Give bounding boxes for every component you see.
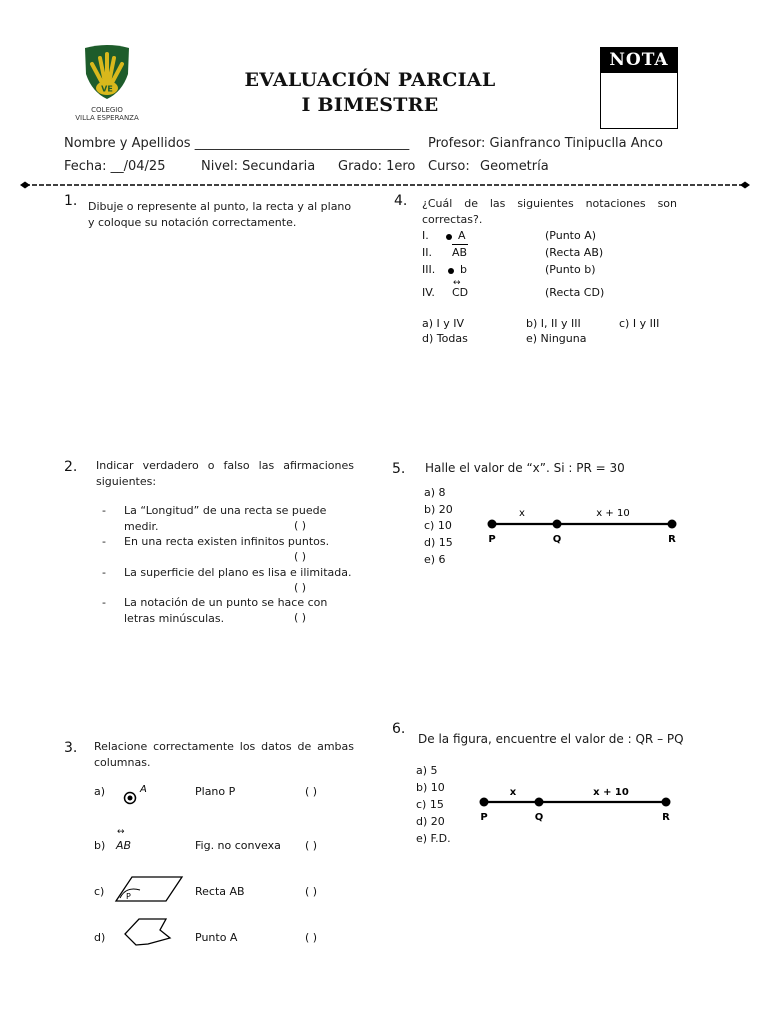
q2-text: Indicar verdadero o falso las afirmaciones siguientes: (96, 459, 354, 488)
point-p-dot (480, 798, 489, 807)
q4-option-a[interactable]: a) I y IV (422, 317, 465, 330)
q3-text: Relacione correctamente los datos de ambas columnas. (94, 740, 354, 769)
nota-box (600, 47, 678, 129)
dot-icon (446, 234, 452, 240)
q2-bullet: - (102, 535, 106, 548)
svg-text:VE: VE (101, 84, 113, 94)
q1-text: Dibuje o represente al punto, la recta y al plano y coloque su notación correctamente. (88, 200, 352, 229)
q5-seg-left: x (519, 508, 525, 519)
q6-point-q: Q (534, 812, 544, 823)
header-divider (20, 180, 750, 190)
q2-paren-3[interactable]: ( ) (294, 581, 307, 594)
q5-option-a[interactable]: a) 8 (424, 486, 446, 499)
q4-notation-3: b (460, 263, 467, 276)
logo-line1: COLEGIO (91, 106, 123, 114)
q5-point-r: R (668, 534, 676, 545)
q4-roman-2: II. (422, 246, 432, 259)
q6-option-e[interactable]: e) F.D. (416, 832, 451, 845)
q4-number: 4. (394, 193, 408, 209)
nota-label: NOTA (601, 48, 677, 73)
point-p-dot (488, 520, 497, 529)
q2-bullet: - (102, 504, 106, 517)
q2-paren-1[interactable]: ( ) (294, 519, 307, 532)
q4-option-b[interactable]: b) I, II y III (526, 317, 581, 330)
point-r-dot (662, 798, 671, 807)
course-value: Geometría (480, 159, 549, 174)
q6-option-c[interactable]: c) 15 (416, 798, 444, 811)
q3-right-a: Plano P (195, 785, 236, 798)
q5-point-q: Q (552, 534, 562, 545)
q6-point-p: P (480, 812, 488, 823)
q5-option-e[interactable]: e) 6 (424, 553, 446, 566)
q6-option-b[interactable]: b) 10 (416, 781, 445, 794)
q4-desc-4: (Recta CD) (545, 286, 605, 299)
svg-text:A: A (140, 784, 147, 795)
q6-option-a[interactable]: a) 5 (416, 764, 438, 777)
point-q-dot (553, 520, 562, 529)
q3-figure-b: AB (116, 839, 132, 852)
level-label: Nivel: Secundaria (201, 159, 316, 174)
q4-item-4 (422, 278, 682, 301)
q4-option-c[interactable]: c) I y III (619, 317, 660, 330)
q3-label-b: b) (94, 839, 106, 852)
school-logo (62, 44, 152, 122)
q6-point-r: R (662, 812, 670, 823)
q5-option-c[interactable]: c) 10 (424, 519, 452, 532)
title-line2: I BIMESTRE (301, 94, 439, 116)
point-a-figure (118, 780, 158, 808)
q4-desc-2: (Recta AB) (545, 246, 604, 259)
q2-statement-2: En una recta existen infinitos puntos. (124, 535, 330, 548)
q4-roman-3: III. (422, 263, 436, 276)
q2-paren-4[interactable]: ( ) (294, 611, 307, 624)
nonconvex-figure (120, 916, 172, 950)
q3-paren-b[interactable]: ( ) (305, 839, 318, 852)
q3-paren-a[interactable]: ( ) (305, 785, 318, 798)
q4-text: ¿Cuál de las siguientes notaciones son correctas?. (422, 197, 677, 226)
grade-label: Grado: 1ero (338, 159, 416, 174)
q4-item-2 (422, 245, 682, 261)
q2-bullet: - (102, 566, 106, 579)
q4-roman-1: I. (422, 229, 429, 242)
dot-icon (448, 268, 454, 274)
q4-item-3 (422, 262, 682, 278)
q2-statement-4: La notación de un punto se hace con letras minúsculas. (124, 596, 328, 625)
q5-text: Halle el valor de “x”. Si : PR = 30 (425, 461, 625, 475)
q4-notation-2: AB (452, 246, 468, 259)
q6-seg-right: x + 10 (593, 787, 629, 798)
q6-number: 6. (392, 721, 406, 737)
q3-right-b: Fig. no convexa (195, 839, 281, 852)
q5-segment-figure (480, 500, 690, 550)
svg-text:P: P (126, 892, 131, 901)
q2-paren-2[interactable]: ( ) (294, 550, 307, 563)
page-title (240, 68, 500, 118)
logo-line2: VILLA ESPERANZA (75, 114, 139, 122)
q3-label-a: a) (94, 785, 106, 798)
point-q-dot (535, 798, 544, 807)
q2-statement-3: La superficie del plano es lisa e ilimitada. (124, 566, 352, 579)
q4-item-1 (422, 228, 682, 244)
q3-label-d: d) (94, 931, 106, 944)
q2-statement-1: La “Longitud” de una recta se puede medir. (124, 504, 327, 533)
q1-number: 1. (64, 193, 78, 209)
q5-option-b[interactable]: b) 20 (424, 503, 453, 516)
q3-right-d: Punto A (195, 931, 238, 944)
q2-bullet: - (102, 596, 106, 609)
shield-icon (62, 44, 152, 102)
q4-desc-3: (Punto b) (545, 263, 596, 276)
point-r-dot (668, 520, 677, 529)
q4-option-e[interactable]: e) Ninguna (526, 332, 587, 345)
q3-right-c: Recta AB (195, 885, 245, 898)
q4-desc-1: (Punto A) (545, 229, 597, 242)
q5-option-d[interactable]: d) 15 (424, 536, 453, 549)
q4-option-d[interactable]: d) Todas (422, 332, 468, 345)
double-arrow-icon: ↔ (117, 827, 125, 837)
plane-p-figure (114, 874, 186, 904)
teacher-label: Profesor: Gianfranco Tinipuclla Anco (428, 136, 664, 151)
date-field[interactable]: Fecha: __/04/25 (64, 159, 166, 174)
q5-point-p: P (488, 534, 496, 545)
double-arrow-icon: ↔ (453, 278, 461, 288)
q5-seg-right: x + 10 (596, 508, 630, 519)
course-label: Curso: (428, 159, 470, 174)
q3-label-c: c) (94, 885, 105, 898)
q2-number: 2. (64, 459, 78, 475)
title-line1: EVALUACIÓN PARCIAL (244, 69, 496, 91)
q3-paren-c[interactable]: ( ) (305, 885, 318, 898)
q3-number: 3. (64, 740, 78, 756)
q4-notation-4: CD (452, 286, 469, 299)
q6-seg-left: x (509, 787, 517, 798)
q4-roman-4: IV. (422, 286, 435, 299)
q5-number: 5. (392, 461, 406, 477)
name-field[interactable]: Nombre y Apellidos _________________________________ (64, 136, 410, 151)
q6-text: De la figura, encuentre el valor de : QR – PQ (418, 732, 684, 746)
q4-notation-1: A (458, 229, 466, 242)
q6-option-d[interactable]: d) 20 (416, 815, 445, 828)
q3-paren-d[interactable]: ( ) (305, 931, 318, 944)
q6-segment-figure (474, 780, 684, 830)
